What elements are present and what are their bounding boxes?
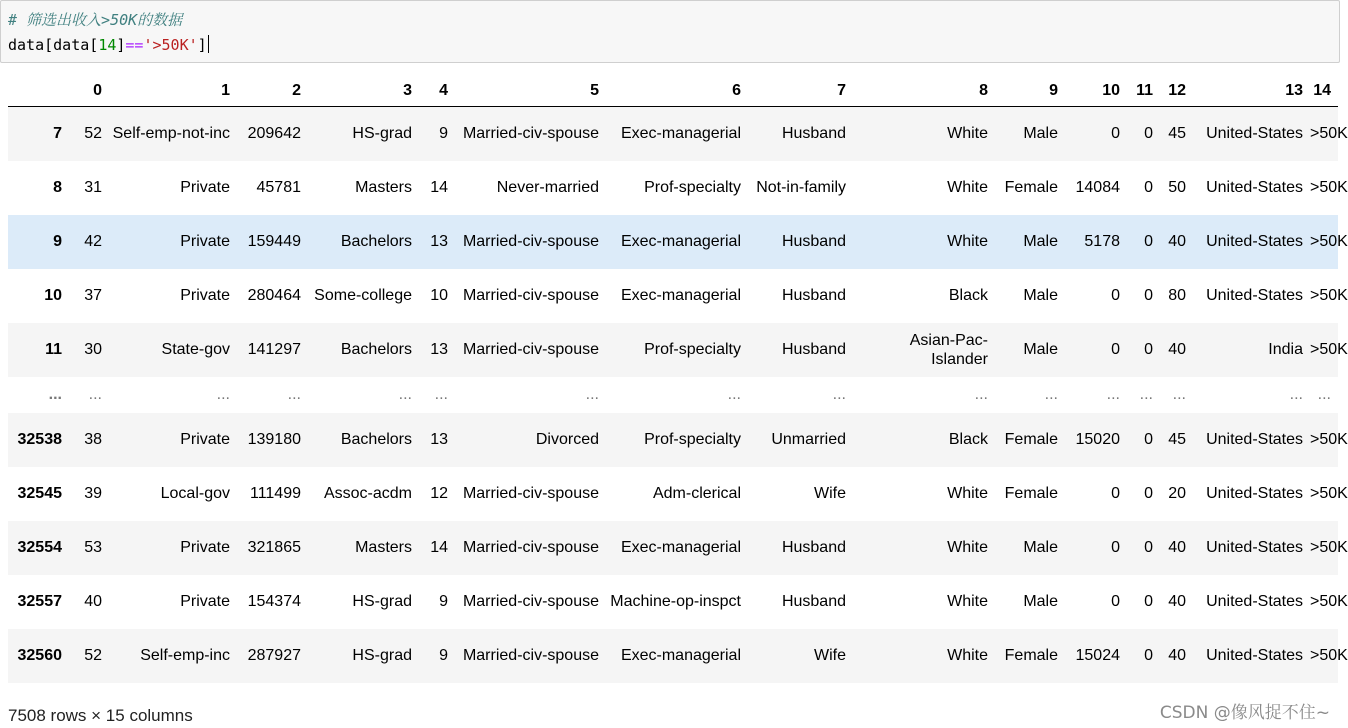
table-cell: ... <box>216 386 230 403</box>
table-cell: >50K <box>1310 485 1348 502</box>
table-cell: United-States <box>1206 539 1303 556</box>
table-cell: Male <box>1023 341 1058 358</box>
table-cell: Some-college <box>314 287 412 304</box>
table-cell: White <box>947 125 988 143</box>
table-header-row <box>8 75 1338 107</box>
table-cell: Husband <box>781 539 846 556</box>
table-cell: Female <box>1004 179 1058 196</box>
table-cell: Local-gov <box>160 485 230 502</box>
table-cell: >50K <box>1310 125 1348 143</box>
table-cell: 40 <box>1168 647 1186 664</box>
text-cursor <box>208 35 209 53</box>
table-cell: 0 <box>1144 485 1153 502</box>
table-cell: 9 <box>439 647 448 664</box>
table-cell: 12 <box>430 485 448 502</box>
table-cell: 13 <box>430 341 448 358</box>
table-cell: Wife <box>814 647 846 664</box>
table-cell: 39 <box>84 485 102 502</box>
table-cell: Bachelors <box>340 431 412 448</box>
table-cell: Machine-op-inspct <box>610 593 741 610</box>
table-cell: Private <box>180 539 230 556</box>
row-index: 32545 <box>17 485 62 502</box>
table-cell: ... <box>88 386 102 403</box>
table-cell: 15024 <box>1075 647 1120 664</box>
column-header-7: 7 <box>748 75 853 107</box>
dataframe-shape-summary: 7508 rows × 15 columns <box>8 706 193 725</box>
table-cell: Private <box>180 431 230 448</box>
table-cell: Married-civ-spouse <box>462 341 599 358</box>
dataframe-table <box>8 75 1348 683</box>
table-cell: ... <box>1289 386 1303 403</box>
table-cell: Married-civ-spouse <box>462 287 599 304</box>
column-header-3: 3 <box>308 75 419 107</box>
table-cell: >50K <box>1310 341 1348 358</box>
table-cell: White <box>947 485 988 502</box>
table-cell: White <box>947 593 988 610</box>
table-cell: 15020 <box>1075 431 1120 448</box>
column-header-14: 14 <box>1310 75 1338 107</box>
table-cell: Male <box>1023 125 1058 143</box>
table-cell: Private <box>180 179 230 196</box>
table-row <box>8 467 1338 521</box>
table-cell: HS-grad <box>352 647 412 664</box>
table-cell: Prof-specialty <box>644 179 741 196</box>
table-row <box>8 377 1338 413</box>
column-header-9: 9 <box>995 75 1065 107</box>
watermark: CSDN @像风捉不住~ <box>1159 703 1330 723</box>
row-index: 7 <box>53 125 62 143</box>
table-cell: 0 <box>1144 125 1153 143</box>
table-cell: Divorced <box>535 431 599 448</box>
table-cell: Male <box>1023 593 1058 610</box>
table-cell: 141297 <box>247 341 301 358</box>
table-cell: Female <box>1004 431 1058 448</box>
table-row <box>8 269 1338 323</box>
row-index: 32557 <box>17 593 62 610</box>
table-cell: 0 <box>1144 593 1153 610</box>
table-cell: Married-civ-spouse <box>462 647 599 664</box>
table-cell: Never-married <box>496 179 599 196</box>
table-cell: Husband <box>781 125 846 143</box>
table-cell: 0 <box>1111 341 1120 358</box>
table-cell: White <box>947 179 988 196</box>
table-cell: 52 <box>84 647 102 664</box>
table-cell: Wife <box>814 485 846 502</box>
table-cell: 30 <box>84 341 102 358</box>
table-row <box>8 161 1338 215</box>
table-cell: >50K <box>1310 593 1348 610</box>
table-cell: Husband <box>781 287 846 304</box>
table-cell: 9 <box>439 593 448 610</box>
row-index: 8 <box>53 179 62 196</box>
table-cell: State-gov <box>161 341 230 358</box>
code-comment: # 筛选出收入>50K的数据 <box>8 11 183 29</box>
table-row <box>8 575 1338 629</box>
column-header-0: 0 <box>69 75 109 107</box>
row-index: ... <box>48 386 62 403</box>
table-cell: Female <box>1004 485 1058 502</box>
column-header-1: 1 <box>109 75 237 107</box>
table-cell: 45781 <box>256 179 301 196</box>
column-header-2: 2 <box>237 75 308 107</box>
table-cell: 45 <box>1168 431 1186 448</box>
table-cell: 5178 <box>1084 233 1120 250</box>
code-token-operator: == <box>125 36 144 54</box>
table-cell: Female <box>1004 647 1058 664</box>
table-cell: United-States <box>1206 287 1303 304</box>
table-cell: Self-emp-inc <box>140 647 230 664</box>
table-cell: Husband <box>781 341 846 358</box>
code-token-bracket: ] <box>116 36 126 54</box>
table-cell: India <box>1268 341 1303 358</box>
table-cell: 52 <box>84 125 102 143</box>
table-cell: Exec-managerial <box>620 539 741 556</box>
table-cell: United-States <box>1206 179 1303 196</box>
row-index: 9 <box>53 233 62 250</box>
table-cell: 280464 <box>247 287 301 304</box>
table-cell: 0 <box>1111 539 1120 556</box>
table-cell: 154374 <box>247 593 301 610</box>
table-cell: Unmarried <box>771 431 846 448</box>
table-cell: 0 <box>1111 287 1120 304</box>
table-cell: 0 <box>1111 125 1120 143</box>
table-cell: 287927 <box>247 647 301 664</box>
table-cell: 14 <box>430 179 448 196</box>
table-cell: 42 <box>84 233 102 250</box>
code-token-var: data <box>53 36 90 54</box>
table-cell: Married-civ-spouse <box>462 485 599 502</box>
table-cell: 0 <box>1144 431 1153 448</box>
table-cell: 38 <box>84 431 102 448</box>
table-row <box>8 413 1338 467</box>
table-cell: 0 <box>1144 647 1153 664</box>
table-cell: >50K <box>1310 287 1348 304</box>
table-cell: Masters <box>355 539 412 556</box>
table-body <box>8 107 1348 683</box>
table-cell: United-States <box>1206 233 1303 250</box>
table-cell: 0 <box>1144 539 1153 556</box>
table-cell: HS-grad <box>352 125 412 143</box>
table-cell: 111499 <box>249 485 301 502</box>
code-token-string: '>50K' <box>143 36 198 54</box>
table-cell: Male <box>1023 287 1058 304</box>
table-cell: White <box>947 539 988 556</box>
table-cell: Prof-specialty <box>644 341 741 358</box>
table-cell: ... <box>434 386 448 403</box>
table-cell: Married-civ-spouse <box>462 539 599 556</box>
table-cell: ... <box>1317 386 1331 403</box>
table-cell: Black <box>948 431 988 448</box>
table-cell: 159449 <box>247 233 301 250</box>
table-cell: 14084 <box>1075 179 1120 196</box>
table-cell: Exec-managerial <box>620 125 741 143</box>
table-cell: United-States <box>1206 431 1303 448</box>
table-cell: 14 <box>430 539 448 556</box>
table-cell: 0 <box>1111 485 1120 502</box>
table-cell: 45 <box>1168 125 1186 143</box>
table-cell: 40 <box>1168 539 1186 556</box>
table-cell: ... <box>832 386 846 403</box>
table-cell: Male <box>1023 539 1058 556</box>
table-cell: ... <box>1106 386 1120 403</box>
column-header-10: 10 <box>1065 75 1127 107</box>
table-cell: 37 <box>84 287 102 304</box>
table-cell: Exec-managerial <box>620 647 741 664</box>
column-header-13: 13 <box>1193 75 1310 107</box>
table-cell: 40 <box>1168 233 1186 250</box>
column-header-4: 4 <box>419 75 455 107</box>
table-cell: 321865 <box>247 539 301 556</box>
table-cell: ... <box>727 386 741 403</box>
table-cell: >50K <box>1310 179 1348 196</box>
table-cell: Bachelors <box>340 233 412 250</box>
table-cell: 209642 <box>247 125 301 143</box>
table-cell: 13 <box>430 233 448 250</box>
dataframe-output <box>8 75 1348 683</box>
table-cell: Not-in-family <box>756 179 846 196</box>
row-index: 10 <box>44 287 62 304</box>
table-cell: Assoc-acdm <box>323 485 412 502</box>
table-cell: Husband <box>781 593 846 610</box>
table-cell: >50K <box>1310 647 1348 664</box>
table-cell: Asian-Pac-Islander <box>909 331 988 368</box>
table-row <box>8 521 1338 575</box>
code-token-number: 14 <box>98 36 117 54</box>
table-cell: 0 <box>1144 341 1153 358</box>
column-header-5: 5 <box>455 75 606 107</box>
row-index: 32538 <box>17 431 62 448</box>
table-cell: 80 <box>1168 287 1186 304</box>
table-cell: White <box>947 647 988 664</box>
table-cell: Exec-managerial <box>620 287 741 304</box>
code-token-var: data <box>8 36 45 54</box>
table-cell: ... <box>1044 386 1058 403</box>
table-cell: ... <box>398 386 412 403</box>
table-cell: ... <box>1139 386 1153 403</box>
row-index: 11 <box>45 341 62 358</box>
table-cell: Black <box>948 287 988 304</box>
table-cell: Private <box>180 593 230 610</box>
table-cell: >50K <box>1310 539 1348 556</box>
table-cell: United-States <box>1206 125 1303 143</box>
table-cell: 0 <box>1144 287 1153 304</box>
table-cell: ... <box>1172 386 1186 403</box>
table-cell: 9 <box>439 125 448 143</box>
table-cell: Husband <box>781 233 846 250</box>
table-cell: 40 <box>84 593 102 610</box>
table-cell: 20 <box>1168 485 1186 502</box>
code-token-bracket: [ <box>89 36 99 54</box>
table-cell: 50 <box>1168 179 1186 196</box>
table-row <box>8 323 1338 377</box>
table-cell: Self-emp-not-inc <box>112 125 230 143</box>
table-cell: >50K <box>1310 233 1348 250</box>
code-token-bracket: [ <box>44 36 54 54</box>
code-cell-input[interactable] <box>0 0 1340 63</box>
table-cell: Male <box>1023 233 1058 250</box>
table-cell: 0 <box>1144 233 1153 250</box>
table-cell: 40 <box>1168 341 1186 358</box>
table-cell: Masters <box>355 179 412 196</box>
column-header-8: 8 <box>853 75 995 107</box>
index-header <box>8 75 69 107</box>
table-cell: 0 <box>1144 179 1153 196</box>
table-cell: United-States <box>1206 593 1303 610</box>
table-cell: ... <box>287 386 301 403</box>
column-header-12: 12 <box>1160 75 1193 107</box>
table-row <box>8 215 1338 269</box>
table-cell: 139180 <box>247 431 301 448</box>
table-cell: United-States <box>1206 485 1303 502</box>
table-row <box>8 629 1338 683</box>
row-index: 32554 <box>17 539 62 556</box>
code-token-bracket: ] <box>197 36 207 54</box>
table-cell: HS-grad <box>352 593 412 610</box>
column-header-6: 6 <box>606 75 748 107</box>
table-cell: ... <box>585 386 599 403</box>
table-cell: 53 <box>84 539 102 556</box>
code-line[interactable] <box>8 34 209 56</box>
table-row <box>8 107 1338 161</box>
table-cell: Exec-managerial <box>620 233 741 250</box>
table-cell: Married-civ-spouse <box>462 593 599 610</box>
table-cell: 10 <box>430 287 448 304</box>
table-cell: 0 <box>1111 593 1120 610</box>
table-cell: United-States <box>1206 647 1303 664</box>
table-cell: Married-civ-spouse <box>462 125 599 143</box>
column-header-11: 11 <box>1127 75 1160 107</box>
table-cell: Prof-specialty <box>644 431 741 448</box>
table-cell: Married-civ-spouse <box>462 233 599 250</box>
table-cell: >50K <box>1310 431 1348 448</box>
row-index: 32560 <box>17 647 62 664</box>
table-cell: Bachelors <box>340 341 412 358</box>
table-cell: White <box>947 233 988 250</box>
table-cell: Adm-clerical <box>652 485 741 502</box>
table-cell: Private <box>180 233 230 250</box>
table-cell: Private <box>180 287 230 304</box>
table-cell: ... <box>974 386 988 403</box>
table-cell: 40 <box>1168 593 1186 610</box>
table-cell: 31 <box>84 179 102 196</box>
table-cell: 13 <box>430 431 448 448</box>
